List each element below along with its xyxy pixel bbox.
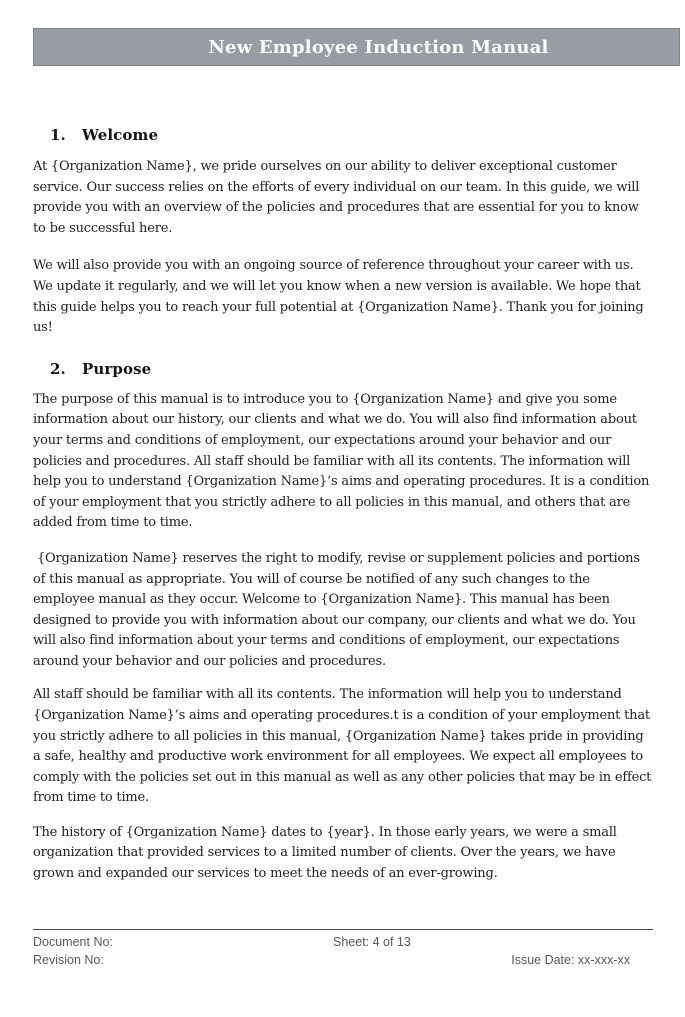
section-title: Welcome <box>82 126 159 144</box>
section-heading-purpose <box>33 358 653 380</box>
section-title: Purpose <box>82 359 152 378</box>
section-number: 1. <box>50 126 66 144</box>
paragraph-welcome-1: At {Organization Name}, we pride ourselves on our ability to deliver exceptional customer service. Our success relies on the efforts of every individual on our team. In this guide, we will provide you with an overview of the policies and procedures that are essential for you to know to be successful here. <box>33 159 640 236</box>
sheet-number-label: Sheet: 4 of 13 <box>333 935 411 949</box>
page-footer <box>33 929 653 969</box>
title-banner <box>33 28 680 66</box>
paragraph-purpose-1: The purpose of this manual is to introduce you to {Organization Name} and give you some information about our history, our clients and what we do. You will also find information about your terms and conditions of employment, our expectations around your behavior and our policies and procedures. All staff should be familiar with all its contents. The information will help you to understand {Organization Name}’s aims and operating procedures. It is a condition of your employment that you strictly adhere to all policies in this manual, and others that are added from time to time. <box>33 391 650 531</box>
paragraph-purpose-3: All staff should be familiar with all its contents. The information will help you to understand {Organization Name}’s aims and operating procedures.t is a condition of your employment that you strictly adhere to all policies in this manual, {Organization Name} takes pride in providing a safe, healthy and productive work environment for all employees. We expect all employees to comply with the policies set out in this manual as well as any other policies that may be in effect from time to time. <box>33 687 652 806</box>
paragraph-welcome-2: We will also provide you with an ongoing source of reference throughout your career with us. We update it regularly, and we will let you know when a new version is available. We hope that this guide helps you to reach your full potential at {Organization Name}. Thank you for joining us! <box>33 258 644 336</box>
document-no-label: Document No: <box>33 935 113 949</box>
paragraph-purpose-4: The history of {Organization Name} dates to {year}. In those early years, we were a small organization that provided services to a limited number of clients. Over the years, we have grown and expanded our services to meet the needs of an ever-growing. <box>33 824 617 881</box>
paragraph-purpose-2: {Organization Name} reserves the right to modify, revise or supplement policies and portions of this manual as appropriate. You will of course be notified of any such changes to the employee manual as they occur. Welcome to {Organization Name}. This manual has been designed to provide you with information about our company, our clients and what we do. You will also find information about your terms and conditions of employment, our expectations around your behavior and our policies and procedures. <box>33 550 644 669</box>
section-heading-welcome <box>33 124 653 146</box>
footer-row-2 <box>33 951 653 969</box>
revision-no-label: Revision No: <box>33 953 104 967</box>
footer-row-1 <box>33 933 653 951</box>
issue-date-label: Issue Date: xx-xxx-xx <box>511 953 630 967</box>
document-body <box>33 66 653 884</box>
section-number: 2. <box>50 359 66 378</box>
document-title: New Employee Induction Manual <box>208 36 549 58</box>
